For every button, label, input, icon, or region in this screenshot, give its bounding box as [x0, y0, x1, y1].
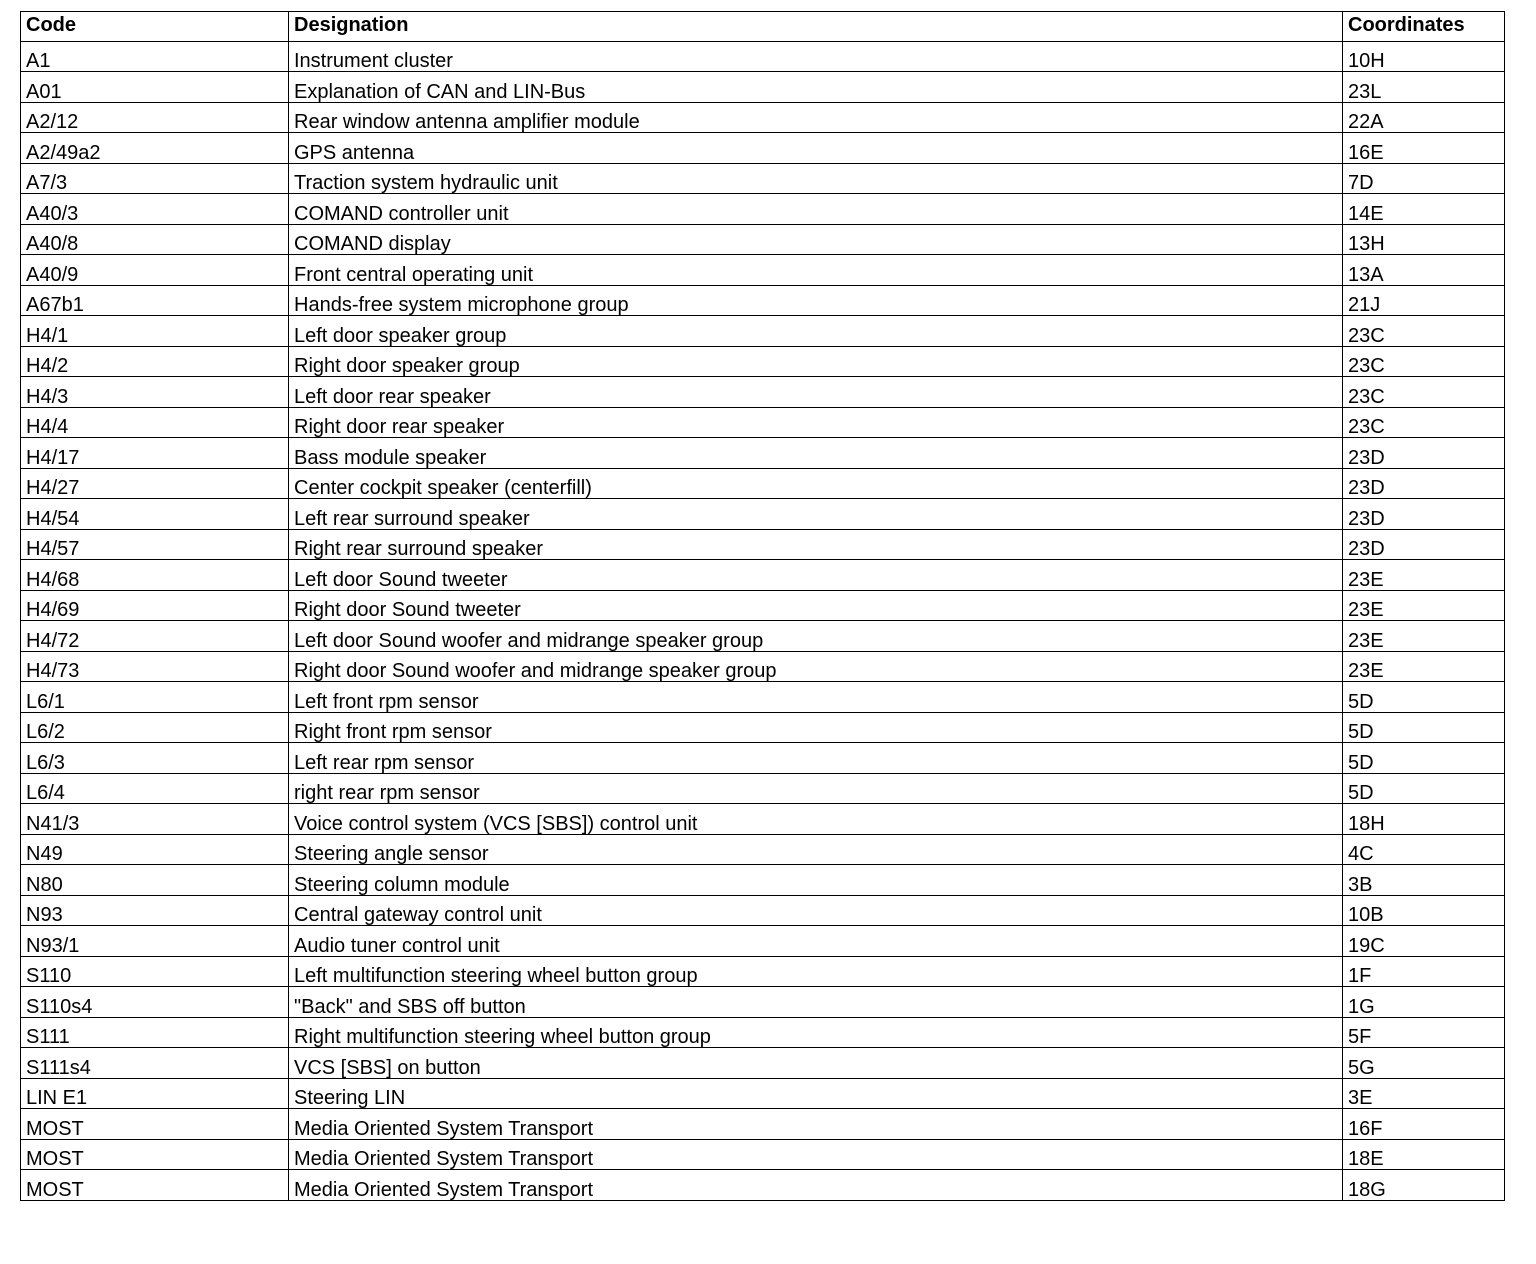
cell-designation: Explanation of CAN and LIN-Bus	[289, 72, 1343, 103]
cell-code: N93/1	[21, 926, 289, 957]
cell-code: A67b1	[21, 285, 289, 316]
cell-designation: Right door rear speaker	[289, 407, 1343, 438]
cell-designation: Steering angle sensor	[289, 834, 1343, 865]
table-row	[21, 285, 1505, 316]
cell-designation: Left rear surround speaker	[289, 499, 1343, 530]
cell-coordinates: 4C	[1343, 834, 1505, 865]
cell-code: H4/68	[21, 560, 289, 591]
cell-code: S111	[21, 1017, 289, 1048]
table-row	[21, 590, 1505, 621]
cell-designation: Steering LIN	[289, 1078, 1343, 1109]
table-row	[21, 1109, 1505, 1140]
cell-code: A2/12	[21, 102, 289, 133]
table-row	[21, 407, 1505, 438]
cell-code: H4/72	[21, 621, 289, 652]
cell-designation: Front central operating unit	[289, 255, 1343, 286]
cell-coordinates: 23C	[1343, 316, 1505, 347]
cell-coordinates: 23D	[1343, 499, 1505, 530]
header-designation: Designation	[289, 12, 1343, 42]
table-row	[21, 743, 1505, 774]
table-row	[21, 865, 1505, 896]
table-row	[21, 346, 1505, 377]
cell-coordinates: 1G	[1343, 987, 1505, 1018]
table-row	[21, 1139, 1505, 1170]
cell-designation: Center cockpit speaker (centerfill)	[289, 468, 1343, 499]
cell-designation: Right door Sound tweeter	[289, 590, 1343, 621]
table-row	[21, 773, 1505, 804]
cell-code: N93	[21, 895, 289, 926]
cell-coordinates: 21J	[1343, 285, 1505, 316]
table-row	[21, 468, 1505, 499]
cell-code: H4/54	[21, 499, 289, 530]
cell-coordinates: 18H	[1343, 804, 1505, 835]
cell-code: L6/3	[21, 743, 289, 774]
cell-coordinates: 5D	[1343, 682, 1505, 713]
cell-code: A01	[21, 72, 289, 103]
cell-coordinates: 23E	[1343, 651, 1505, 682]
table-row	[21, 377, 1505, 408]
cell-designation: COMAND controller unit	[289, 194, 1343, 225]
cell-coordinates: 5D	[1343, 773, 1505, 804]
table-row	[21, 834, 1505, 865]
cell-designation: Media Oriented System Transport	[289, 1109, 1343, 1140]
cell-designation: Hands-free system microphone group	[289, 285, 1343, 316]
cell-coordinates: 23C	[1343, 377, 1505, 408]
table-row	[21, 804, 1505, 835]
table-header	[21, 12, 1505, 42]
cell-code: MOST	[21, 1139, 289, 1170]
table-row	[21, 926, 1505, 957]
cell-coordinates: 23E	[1343, 590, 1505, 621]
header-code: Code	[21, 12, 289, 42]
table-row	[21, 1078, 1505, 1109]
cell-coordinates: 5D	[1343, 743, 1505, 774]
table-row	[21, 621, 1505, 652]
cell-designation: "Back" and SBS off button	[289, 987, 1343, 1018]
cell-coordinates: 14E	[1343, 194, 1505, 225]
cell-designation: Left door Sound woofer and midrange speaker group	[289, 621, 1343, 652]
cell-code: A7/3	[21, 163, 289, 194]
cell-code: N41/3	[21, 804, 289, 835]
table-row	[21, 712, 1505, 743]
table-row	[21, 102, 1505, 133]
cell-code: L6/2	[21, 712, 289, 743]
cell-code: S111s4	[21, 1048, 289, 1079]
cell-code: A40/3	[21, 194, 289, 225]
cell-designation: GPS antenna	[289, 133, 1343, 164]
cell-code: N49	[21, 834, 289, 865]
cell-designation: Media Oriented System Transport	[289, 1139, 1343, 1170]
cell-coordinates: 10B	[1343, 895, 1505, 926]
cell-coordinates: 23E	[1343, 621, 1505, 652]
table-row	[21, 651, 1505, 682]
table-row	[21, 316, 1505, 347]
cell-coordinates: 5D	[1343, 712, 1505, 743]
cell-designation: Central gateway control unit	[289, 895, 1343, 926]
cell-coordinates: 23C	[1343, 346, 1505, 377]
cell-designation: Right door speaker group	[289, 346, 1343, 377]
cell-designation: Left front rpm sensor	[289, 682, 1343, 713]
cell-designation: Audio tuner control unit	[289, 926, 1343, 957]
cell-designation: right rear rpm sensor	[289, 773, 1343, 804]
cell-designation: VCS [SBS] on button	[289, 1048, 1343, 1079]
cell-coordinates: 18E	[1343, 1139, 1505, 1170]
cell-code: N80	[21, 865, 289, 896]
cell-coordinates: 23D	[1343, 438, 1505, 469]
cell-code: MOST	[21, 1170, 289, 1201]
table-row	[21, 956, 1505, 987]
cell-code: H4/69	[21, 590, 289, 621]
table-row	[21, 529, 1505, 560]
cell-coordinates: 5F	[1343, 1017, 1505, 1048]
cell-designation: Left rear rpm sensor	[289, 743, 1343, 774]
cell-designation: Left door Sound tweeter	[289, 560, 1343, 591]
cell-designation: Bass module speaker	[289, 438, 1343, 469]
cell-coordinates: 7D	[1343, 163, 1505, 194]
table-row	[21, 133, 1505, 164]
cell-code: H4/17	[21, 438, 289, 469]
cell-designation: Rear window antenna amplifier module	[289, 102, 1343, 133]
table-row	[21, 560, 1505, 591]
cell-coordinates: 23D	[1343, 468, 1505, 499]
cell-coordinates: 1F	[1343, 956, 1505, 987]
table-row	[21, 194, 1505, 225]
cell-designation: Right multifunction steering wheel button group	[289, 1017, 1343, 1048]
cell-code: L6/1	[21, 682, 289, 713]
cell-coordinates: 23L	[1343, 72, 1505, 103]
table-row	[21, 1048, 1505, 1079]
table-row	[21, 438, 1505, 469]
cell-coordinates: 3B	[1343, 865, 1505, 896]
table-row	[21, 1017, 1505, 1048]
cell-coordinates: 10H	[1343, 41, 1505, 72]
cell-code: S110	[21, 956, 289, 987]
cell-designation: Left multifunction steering wheel button group	[289, 956, 1343, 987]
cell-code: A1	[21, 41, 289, 72]
cell-code: L6/4	[21, 773, 289, 804]
cell-designation: Media Oriented System Transport	[289, 1170, 1343, 1201]
cell-designation: Right door Sound woofer and midrange speaker group	[289, 651, 1343, 682]
cell-coordinates: 3E	[1343, 1078, 1505, 1109]
cell-designation: Left door speaker group	[289, 316, 1343, 347]
header-row	[21, 12, 1505, 42]
cell-coordinates: 18G	[1343, 1170, 1505, 1201]
cell-coordinates: 13H	[1343, 224, 1505, 255]
header-coordinates: Coordinates	[1343, 12, 1505, 42]
cell-code: A40/8	[21, 224, 289, 255]
cell-designation: Steering column module	[289, 865, 1343, 896]
cell-designation: Traction system hydraulic unit	[289, 163, 1343, 194]
table-row	[21, 255, 1505, 286]
component-legend-table	[20, 11, 1505, 1201]
table-body	[21, 41, 1505, 1200]
table-row	[21, 163, 1505, 194]
table-row	[21, 499, 1505, 530]
cell-designation: Voice control system (VCS [SBS]) control unit	[289, 804, 1343, 835]
table-row	[21, 895, 1505, 926]
cell-code: H4/3	[21, 377, 289, 408]
table-row	[21, 224, 1505, 255]
table-row	[21, 1170, 1505, 1201]
cell-coordinates: 19C	[1343, 926, 1505, 957]
cell-designation: Right front rpm sensor	[289, 712, 1343, 743]
cell-coordinates: 23D	[1343, 529, 1505, 560]
cell-code: H4/4	[21, 407, 289, 438]
cell-code: H4/57	[21, 529, 289, 560]
cell-coordinates: 13A	[1343, 255, 1505, 286]
cell-code: A40/9	[21, 255, 289, 286]
cell-designation: COMAND display	[289, 224, 1343, 255]
cell-code: H4/1	[21, 316, 289, 347]
cell-code: H4/73	[21, 651, 289, 682]
cell-coordinates: 23C	[1343, 407, 1505, 438]
cell-code: H4/2	[21, 346, 289, 377]
table-row	[21, 41, 1505, 72]
cell-coordinates: 16F	[1343, 1109, 1505, 1140]
cell-code: MOST	[21, 1109, 289, 1140]
cell-coordinates: 5G	[1343, 1048, 1505, 1079]
cell-code: S110s4	[21, 987, 289, 1018]
table-row	[21, 987, 1505, 1018]
cell-coordinates: 22A	[1343, 102, 1505, 133]
cell-designation: Instrument cluster	[289, 41, 1343, 72]
cell-code: LIN E1	[21, 1078, 289, 1109]
table-row	[21, 72, 1505, 103]
cell-coordinates: 23E	[1343, 560, 1505, 591]
cell-coordinates: 16E	[1343, 133, 1505, 164]
table-row	[21, 682, 1505, 713]
cell-code: A2/49a2	[21, 133, 289, 164]
cell-code: H4/27	[21, 468, 289, 499]
cell-designation: Left door rear speaker	[289, 377, 1343, 408]
cell-designation: Right rear surround speaker	[289, 529, 1343, 560]
